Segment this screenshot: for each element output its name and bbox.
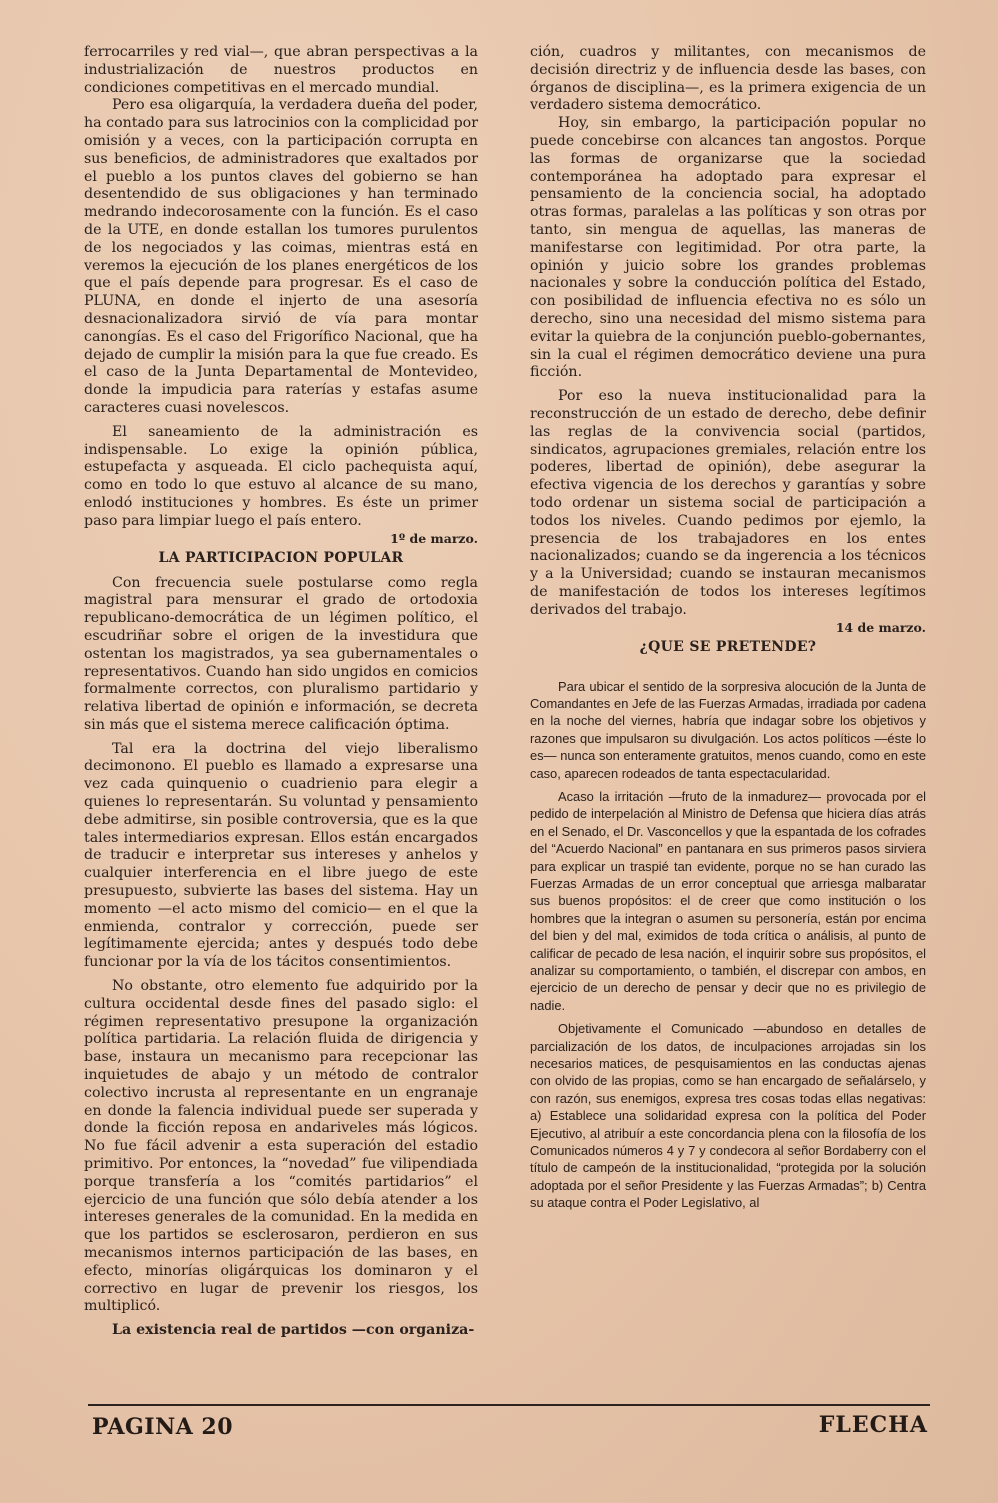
article-date: 1º de marzo.: [390, 530, 478, 546]
paragraph: Hoy, sin embargo, la participación popular no puede concebirse con alcances tan angostos. Porque las formas de organizarse que la sociedad contemporánea ha adoptado para expresar el pensamiento de la conciencia social, ha adoptado otras formas, paralelas a las políticas y son otras por tanto, sin mengua de aquellas, las maneras de manifestarse con legitimidad. Por otra parte, la opinión y juicio sobre los grandes problemas nacionales y sobre la conducción política del Estado, con posibilidad de influencia efectiva no es sólo un derecho, sino una necesidad del mismo sistema para evitar la quiebra de la conjunción pueblo-gobernantes, sin la cual el régimen democrático deviene una pura ficción.: [530, 115, 926, 381]
section-heading: LA PARTICIPACION POPULAR: [158, 549, 404, 566]
paragraph: Con frecuencia suele postularse como regla magistral para mensurar el grado de ortodoxia republicano-democrática de un légimen político, el escudriñar sobre el origen de la investidura que ostentan los magistrados, ya sea gubernamentales o representativos. Cuando han sido ungidos en comicios formalmente correctos, con pluralismo partidario y relativa libertad de opinión e información, se decreta sin más que el sistema merece calificación óptima.: [84, 574, 478, 733]
left-column: [84, 44, 478, 1340]
paragraph: ferrocarriles y red vial—, que abran perspectivas a la industrialización de nuestros productos en condiciones competitivas en el mercado mundial.: [84, 44, 478, 96]
paragraph: No obstante, otro elemento fue adquirido por la cultura occidental desde fines del pasado siglo: el régimen representativo presupone la organización política partidaria. La relación fluida de dirigencia y base, instaura un mecanismo para recepcionar las inquietudes de abajo y un método de contralor colectivo incrusta al representante en un engranaje en donde la falencia individual puede ser superada y donde la ficción reposa en andariveles más lógicos. No fue fácil advenir a esta superación del estadio primitivo. Por entonces, la “novedad” fue vilipendiada porque transfería a los “comités partidarios” el ejercicio de una función que sólo debía atender a los intereses generales de la comunidad. En la medida en que los partidos se esclerosaron, perdieron en sus mecanismos internos participación de las bases, en efecto, minorías oligárquicas los dominaron y el correctivo en lugar de prevenir los riesgos, los multiplicó.: [84, 978, 478, 1315]
article-date: 14 de marzo.: [835, 619, 926, 635]
paragraph: Objetivamente el Comunicado —abundoso en detalles de parcialización de los datos, de inculpaciones arrojadas sin los necesarios matices, de pesquisamientos en las conductas ajenas con olvido de las propias, como se han encargado de señalárselo, y con razón, sus enemigos, expresa tres cosas todas ellas negativas: a) Establece una solidaridad expresa con la política del Poder Ejecutivo, al atribuír a este concordancia plena con la filosofía de los Comunicados números 4 y 7 y condecora al señor Bordaberry con el título de campeón de la institucionalidad, “protegida por la solución adoptada por el señor Presidente y las Fuerzas Armadas”; b) Centra su ataque contra el Poder Legislativo, al: [530, 1021, 926, 1211]
paragraph: La existencia real de partidos —con organiza-: [112, 1322, 475, 1339]
paragraph: Pero esa oligarquía, la verdadera dueña del poder, ha contado para sus latrocinios con la complicidad por omisión y a veces, con la participación corrupta en sus beneficios, de administradores que exaltados por el pueblo a los puntos claves del gobierno se han desentendido de sus obligaciones y han terminado medrando indecorosamente con la función. Es el caso de la UTE, en donde estallan los tumores purulentos de los negociados y las coimas, mientras está en veremos la ejecución de los planes energéticos de los que el país depende para progresar. Es el caso de PLUNA, en donde el injerto de una asesoría desnacionalizadora sirvió de vía para montar canongías. Es el caso del Frigorífico Nacional, que ha dejado de cumplir la misión para la que fue creado. Es el caso de la Junta Departamental de Montevideo, donde la impudicia para raterías y estafas asume caracteres cuasi novelescos.: [84, 97, 478, 416]
article-body: [530, 678, 926, 1212]
publication-name: FLECHA: [818, 1412, 928, 1438]
section-heading: ¿QUE SE PRETENDE?: [639, 638, 817, 655]
right-column: [530, 44, 926, 1212]
paragraph: Acaso la irritación —fruto de la inmadurez— provocada por el pedido de interpelación al Ministro de Defensa que hiciera días atrás en el Senado, el Dr. Vasconcellos y que la espantada de los cofrades del “Acuerdo Nacional” en pantanara en sus primeros pasos sirviera para explicar un traspié tan evidente, porque no se han curado las Fuerzas Armadas de un error conceptual que arriesga malbaratar sus buenos propósitos: el de creer que como institución o los hombres que la integran o asumen su personería, están por encima del bien y del mal, eximidos de toda crítica o análisis, al punto de calificar de pecado de lesa nación, el inquirir sobre sus propósitos, el analizar su comportamiento, o también, el discrepar con ambos, en ejercicio de un derecho de pensar y decir que no es privilegio de nadie.: [530, 788, 926, 1013]
paragraph: Tal era la doctrina del viejo liberalismo decimonono. El pueblo es llamado a expresarse una vez cada quinquenio o cuadrienio para elegir a quienes lo representarán. Su voluntad y pensamiento debe admitirse, sin posible controversia, que es la que tales intermediarios expresan. Ellos están encargados de traducir e interpretar sus intereses y anhelos y cualquier interferencia en el libre juego de este presupuesto, subvierte las bases del sistema. Hay un momento —el acto mismo del comicio— en el que la enmienda, contralor y corrección, puede ser legítimamente ejercida; antes y después todo debe funcionar por la vía de los tácitos consentimientos.: [84, 740, 478, 971]
page-number: PAGINA 20: [92, 1414, 234, 1440]
paragraph: Por eso la nueva institucionalidad para la reconstrucción de un estado de derecho, debe definir las reglas de la convivencia social (partidos, sindicatos, agrupaciones gremiales, relación entre los poderes, libertad de opinión), debe asegurar la efectiva vigencia de los derechos y garantías y sobre todo ordenar un sistema social de participación a todos los niveles. Cuando pedimos por ejemlo, la presencia de los trabajadores en los entes nacionalizados; cuando se da ingerencia a los técnicos y a la Universidad; cuando se instauran mecanismos de manifestación de todos los intereses legítimos derivados del trabajo.: [530, 388, 926, 618]
page-footer: [88, 1404, 930, 1442]
paragraph: El saneamiento de la administración es indispensable. Lo exige la opinión pública, estupefacta y asqueada. El ciclo pachequista aquí, como en todo lo que estuvo al alcance de su mano, enlodó instituciones y hombres. Es éste un primer paso para limpiar luego el país entero.: [84, 423, 478, 529]
paragraph: ción, cuadros y militantes, con mecanismos de decisión directriz y de influencia desde las bases, con órganos de disciplina—, es la primera exigencia de un verdadero sistema democrático.: [530, 44, 926, 114]
paragraph: Para ubicar el sentido de la sorpresiva alocución de la Junta de Comandantes en Jefe de las Fuerzas Armadas, irradiada por cadena en la noche del viernes, habría que indagar sobre los objetivos y razones que impulsaron su divulgación. Los actos políticos —éste lo es— nunca son enteramente gratuitos, menos cuando, como en este caso, aparecen rodeados de tanta espectacularidad.: [530, 678, 926, 781]
